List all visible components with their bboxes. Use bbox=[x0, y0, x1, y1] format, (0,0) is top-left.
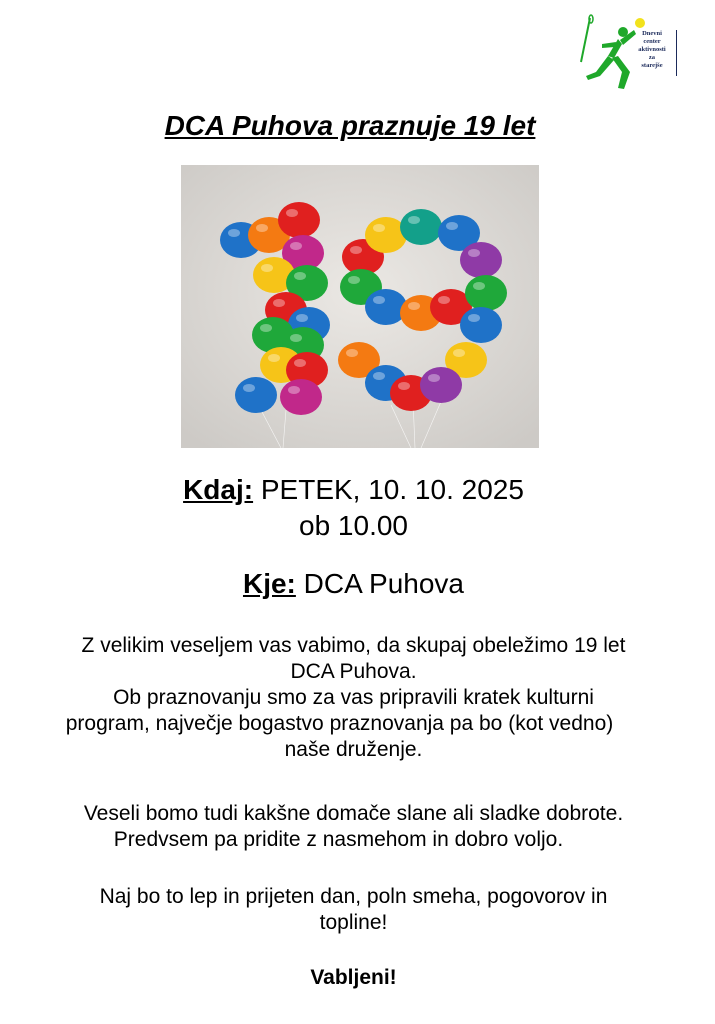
logo-line: starejše bbox=[641, 62, 663, 69]
balloons-number-19-image bbox=[181, 165, 539, 448]
paragraph-line: Ob praznovanju smo za vas pripravili kratek kulturni bbox=[113, 686, 594, 709]
treats-paragraph bbox=[0, 801, 707, 853]
where-label: Kje: bbox=[242, 568, 296, 599]
paragraph-line: naše druženje. bbox=[284, 738, 423, 761]
wishes-paragraph bbox=[0, 884, 707, 936]
logo-divider bbox=[676, 30, 677, 76]
where-value: DCA Puhova bbox=[295, 568, 464, 599]
paragraph-line: program, največje bogastvo praznovanja pa bo (kot vedno) bbox=[65, 712, 614, 735]
closing-text: Vabljeni! bbox=[310, 966, 397, 989]
paragraph-line: Predvsem pa pridite z nasmehom in dobro voljo. bbox=[113, 828, 564, 851]
logo-line: Dnevni bbox=[642, 30, 662, 37]
where-line bbox=[0, 568, 707, 600]
paragraph-line: DCA Puhova. bbox=[290, 660, 417, 683]
invitation-paragraph bbox=[0, 633, 707, 763]
when-date: PETEK, 10. 10. 2025 bbox=[253, 474, 524, 505]
logo-line: aktivnosti bbox=[638, 46, 666, 53]
paragraph-line: Veseli bomo tudi kakšne domače slane ali sladke dobrote. bbox=[83, 802, 624, 825]
logo-text bbox=[628, 30, 676, 70]
logo-line: center bbox=[643, 38, 661, 45]
page-title: DCA Puhova praznuje 19 let bbox=[164, 110, 536, 141]
paragraph-line: topline! bbox=[319, 911, 388, 934]
when-time: ob 10.00 bbox=[299, 510, 408, 541]
paragraph-line: Z velikim veseljem vas vabimo, da skupaj obeležimo 19 let bbox=[81, 634, 626, 657]
when-line bbox=[0, 474, 707, 506]
when-label: Kdaj: bbox=[183, 474, 254, 505]
paragraph-line: Naj bo to lep in prijeten dan, poln smeha, pogovorov in bbox=[99, 885, 608, 908]
logo-line: za bbox=[648, 54, 656, 61]
